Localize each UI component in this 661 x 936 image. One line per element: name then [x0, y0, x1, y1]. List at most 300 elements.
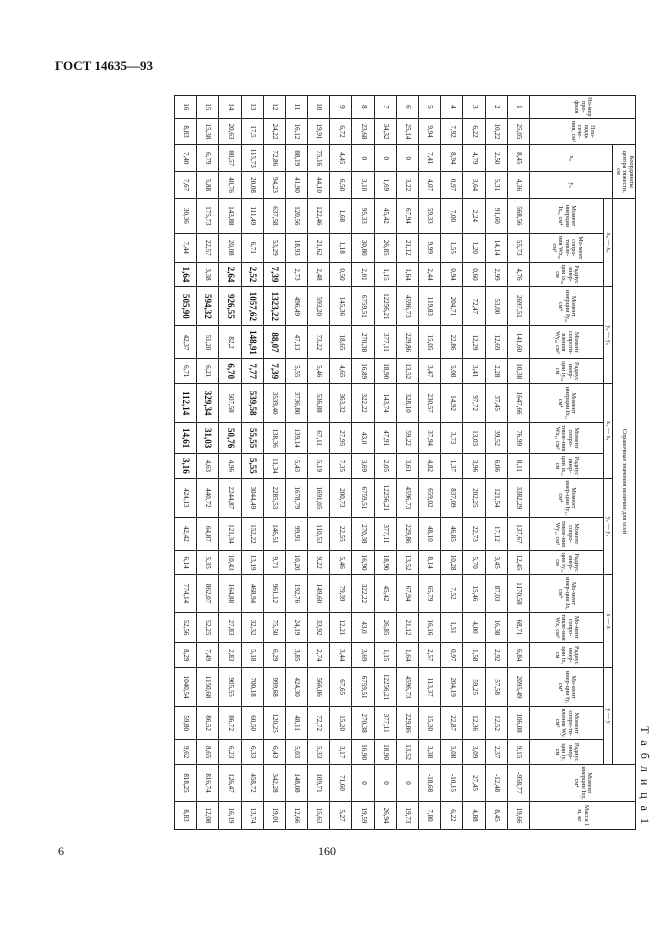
table-cell: 1040,54	[175, 668, 197, 707]
table-cell: 26,94	[374, 802, 396, 830]
table-cell: 48,11	[285, 707, 307, 740]
table-cell: 25,14	[396, 118, 418, 145]
table-cell: 16,90	[352, 550, 374, 575]
table-cell: 27,83	[219, 612, 241, 643]
table-cell: 121,54	[485, 478, 507, 517]
table-cell: 71,60	[330, 765, 352, 802]
table-cell: 4,79	[463, 145, 485, 172]
table-cell: 59,22	[396, 423, 418, 454]
table-cell: 7,41	[419, 145, 441, 172]
table-cell: 5,88	[197, 172, 219, 199]
table-cell: 18,90	[374, 740, 396, 765]
table-cell: 3,09	[463, 740, 485, 765]
table-cell: 7,44	[175, 233, 197, 262]
table-row	[485, 96, 507, 830]
table-cell: 41,90	[285, 172, 307, 199]
rotated-table-area	[105, 95, 650, 830]
table-cell: 1,64	[175, 262, 197, 287]
table-cell: 43,0	[352, 612, 374, 643]
table-cell: 905,55	[219, 668, 241, 707]
table-cell: 2095,49	[507, 668, 529, 707]
table-cell: 568,56	[507, 198, 529, 233]
table-cell: 22,55	[330, 517, 352, 550]
table-cell: 0,97	[441, 643, 463, 668]
table-cell: 16,12	[285, 118, 307, 145]
table-cell: 39,52	[485, 423, 507, 454]
table-cell: 10,28	[441, 550, 463, 575]
table-cell: 7,35	[330, 454, 352, 479]
table-cell: 3,47	[419, 359, 441, 384]
table-cell: 2,28	[485, 359, 507, 384]
table-row	[352, 96, 374, 830]
table-cell: 15,30	[419, 707, 441, 740]
table-cell: 1,64	[396, 643, 418, 668]
table-cell: 1,68	[330, 198, 352, 233]
col-centrifugal: Момент инерции Ixy, см⁴	[530, 765, 636, 802]
table-cell: 13,52	[396, 359, 418, 384]
h-radius-y1: Радиус инер-ции iy₁, см	[530, 550, 604, 575]
table-cell: 19,59	[352, 802, 374, 830]
table-cell: 9,99	[419, 233, 441, 262]
table-cell: 7,77	[241, 359, 263, 384]
table-cell: 3,41	[463, 359, 485, 384]
table-cell: 2,64	[219, 262, 241, 287]
table-cell: 57,58	[485, 668, 507, 707]
table-cell: 21,62	[308, 233, 330, 262]
table-cell: 4596,73	[396, 478, 418, 517]
table-cell: -18,68	[419, 765, 441, 802]
table-cell: 94,23	[263, 172, 285, 199]
row-profile-number: 7	[374, 96, 396, 119]
table-row	[263, 96, 285, 830]
table-cell: 816,74	[197, 765, 219, 802]
table-cell: 34,32	[374, 118, 396, 145]
table-cell: 120,56	[285, 198, 307, 233]
table-cell: 8,94	[441, 145, 463, 172]
table-cell: 12256,21	[374, 478, 396, 517]
table-row	[175, 96, 197, 830]
table-cell: 115,73	[241, 145, 263, 172]
table-row	[396, 96, 418, 830]
table-cell: 6,06	[485, 454, 507, 479]
table-cell: 204,71	[441, 287, 463, 326]
table-cell: 230,57	[419, 384, 441, 423]
table-cell: 79,39	[330, 575, 352, 612]
table-cell: 5,31	[485, 172, 507, 199]
table-cell: 33,92	[308, 612, 330, 643]
table-cell: 120,25	[263, 707, 285, 740]
h-inertia-y: Мо-мент инер-ции Iy, см⁴	[530, 668, 604, 707]
table-cell: 24,19	[285, 612, 307, 643]
table-cell: 22,87	[441, 707, 463, 740]
table-cell: 8,45	[507, 145, 529, 172]
table-cell: 7,67	[175, 172, 197, 199]
table-cell: 700,18	[241, 668, 263, 707]
table-cell: 10,22	[485, 118, 507, 145]
table-cell: 377,11	[374, 707, 396, 740]
table-row	[374, 96, 396, 830]
table-cell: 112,14	[175, 384, 197, 423]
table-cell: 5,46	[308, 359, 330, 384]
table-cell: 111,49	[241, 198, 263, 233]
table-cell: 14,14	[485, 233, 507, 262]
col-x0: x₀	[530, 145, 614, 172]
table-cell: 3539,40	[263, 384, 285, 423]
table-cell: 68,71	[507, 612, 529, 643]
table-cell: 12,08	[197, 802, 219, 830]
table-cell: 2,99	[485, 262, 507, 287]
h-resist-x1: Момент сопро-тивле-ния Wx₁, см³	[530, 423, 604, 454]
table-cell: 1,55	[441, 233, 463, 262]
table-cell: 22,73	[463, 517, 485, 550]
table-cell: 3,44	[330, 643, 352, 668]
rotated-content	[105, 95, 650, 830]
table-cell: 18,90	[374, 550, 396, 575]
table-cell: 17,5	[241, 118, 263, 145]
table-cell: 75,50	[263, 612, 285, 643]
table-cell: 6,72	[330, 118, 352, 145]
table-cell: 14,92	[441, 384, 463, 423]
table-cell: 0	[374, 145, 396, 172]
table-cell: 9,15	[507, 740, 529, 765]
table-cell: 2,44	[419, 262, 441, 287]
table-cell: 15,46	[463, 575, 485, 612]
table-cell: 1057,62	[241, 287, 263, 326]
table-cell: 3382,29	[507, 478, 529, 517]
table-cell: 594,32	[197, 287, 219, 326]
table-cell: 3,73	[441, 423, 463, 454]
table-cell: 64,87	[197, 517, 219, 550]
row-profile-number: 10	[308, 96, 330, 119]
table-cell: 59,80	[175, 707, 197, 740]
h-inertia-y0: Момент инерции Iy₀, см⁴	[530, 287, 604, 326]
table-cell: 30,36	[175, 198, 197, 233]
table-cell: 5,19	[308, 454, 330, 479]
h-inertia-x1: Момент инерции Ix₁, см⁴	[530, 384, 604, 423]
table-cell: 18,90	[374, 359, 396, 384]
table-cell: 60,50	[241, 707, 263, 740]
table-cell: 12,29	[463, 326, 485, 359]
table-cell: 200,73	[330, 478, 352, 517]
table-row	[219, 96, 241, 830]
table-cell: 16,16	[419, 612, 441, 643]
table-cell: 3,64	[463, 172, 485, 199]
table-cell: 88,07	[263, 326, 285, 359]
table-cell: 26,85	[374, 233, 396, 262]
table-cell: 24,22	[263, 118, 285, 145]
table-cell: 138,36	[263, 423, 285, 454]
table-cell: 1,51	[441, 612, 463, 643]
table-cell: 15,38	[197, 118, 219, 145]
table-cell: 16,89	[352, 359, 374, 384]
table-cell: 72,47	[463, 287, 485, 326]
table-cell: 0	[352, 765, 374, 802]
table-cell: 7,49	[197, 643, 219, 668]
table-cell: 76,99	[507, 423, 529, 454]
table-cell: 19,66	[507, 802, 529, 830]
table-cell: 12,36	[463, 707, 485, 740]
h-radius-x0: Радиус инер-ции ix₀, см	[530, 262, 604, 287]
table-cell: 13,52	[396, 550, 418, 575]
table-cell: 322,22	[352, 384, 374, 423]
table-cell: 11,34	[263, 454, 285, 479]
table-cell: 3,69	[352, 454, 374, 479]
table-cell: 40,76	[219, 172, 241, 199]
table-cell: 202,25	[463, 478, 485, 517]
table-row	[507, 96, 529, 830]
table-cell: 51,20	[197, 326, 219, 359]
table-cell: 2697,51	[507, 287, 529, 326]
table-cell: 4596,73	[396, 668, 418, 707]
table-cell: 25,05	[507, 118, 529, 145]
table-cell: 4596,73	[396, 287, 418, 326]
document-header: ГОСТ 14635—93	[55, 58, 154, 73]
table-cell: 6,21	[197, 359, 219, 384]
table-cell: 4,63	[197, 454, 219, 479]
table-cell: 95,33	[352, 198, 374, 233]
table-cell: 15,63	[308, 802, 330, 830]
table-cell: 6,84	[507, 643, 529, 668]
table-cell: 5,03	[285, 740, 307, 765]
row-profile-number: 1	[507, 96, 529, 119]
table-cell: -10,15	[441, 765, 463, 802]
table-cell: 110,53	[308, 517, 330, 550]
table-cell: 7,00	[441, 198, 463, 233]
table-cell: 7,39	[263, 262, 285, 287]
table-cell: 468,94	[241, 575, 263, 612]
table-cell: 7,39	[263, 359, 285, 384]
axis-x: x — x	[604, 575, 614, 668]
table-cell: 4,07	[419, 172, 441, 199]
table-cell: 53,00	[485, 287, 507, 326]
table-cell: 1691,05	[308, 478, 330, 517]
table-cell: 229,86	[396, 326, 418, 359]
side-page-number: 6	[58, 844, 64, 858]
row-profile-number: 2	[485, 96, 507, 119]
table-cell: 12,69	[485, 326, 507, 359]
table-cell: 0,97	[441, 172, 463, 199]
row-profile-number: 8	[352, 96, 374, 119]
col-area: Пло-щадь сече-ния, см²	[530, 118, 636, 145]
table-cell: 6,22	[441, 802, 463, 830]
table-cell: 55,73	[507, 233, 529, 262]
table-cell: 4,76	[507, 262, 529, 287]
table-cell: 659,02	[419, 478, 441, 517]
table-cell: 137,67	[507, 517, 529, 550]
table-cell: 505,90	[175, 287, 197, 326]
table-cell: -12,48	[485, 765, 507, 802]
table-cell: 8,83	[175, 802, 197, 830]
axis-y1: y₁ — y₁	[604, 478, 614, 575]
table-cell: 99,91	[285, 517, 307, 550]
table-cell: 329,34	[197, 384, 219, 423]
table-cell: 270,38	[352, 326, 374, 359]
table-cell: 496,49	[285, 287, 307, 326]
table-row	[241, 96, 263, 830]
table-row	[463, 96, 485, 830]
table-cell: 862,07	[197, 575, 219, 612]
table-cell: 12,66	[285, 802, 307, 830]
table-cell: 2,48	[308, 262, 330, 287]
table-cell: 4,65	[330, 359, 352, 384]
h-resist-x: Мо-мент сопро-тивле-ния Wx, см³	[530, 612, 604, 643]
row-profile-number: 15	[197, 96, 219, 119]
table-cell: 12256,21	[374, 668, 396, 707]
table-cell: 20,08	[241, 172, 263, 199]
table-cell: 5,55	[285, 359, 307, 384]
table-cell: 0,50	[330, 262, 352, 287]
table-cell: 126,47	[219, 765, 241, 802]
table-cell: 80,57	[219, 145, 241, 172]
h-inertia-x: Мо-мент инер-ции Ix, см⁴	[530, 575, 604, 612]
table-cell: 6,79	[197, 145, 219, 172]
table-cell: 175,73	[197, 198, 219, 233]
table-cell: 26,85	[374, 612, 396, 643]
table-cell: 2,24	[463, 198, 485, 233]
table-cell: 19,01	[263, 802, 285, 830]
table-cell: 10,20	[285, 550, 307, 575]
table-cell: 229,86	[396, 707, 418, 740]
table-cell: 4,36	[507, 172, 529, 199]
table-cell: 424,13	[175, 478, 197, 517]
row-profile-number: 6	[396, 96, 418, 119]
table-cell: 5,08	[441, 359, 463, 384]
table-cell: 19,73	[396, 802, 418, 830]
table-cell: 637,58	[263, 198, 285, 233]
table-cell: 322,22	[352, 575, 374, 612]
table-cell: 47,91	[374, 423, 396, 454]
table-cell: 59,25	[463, 668, 485, 707]
table-cell: 774,14	[175, 575, 197, 612]
table-cell: 2,73	[285, 262, 307, 287]
table-cell: 27,45	[463, 765, 485, 802]
table-cell: 12,45	[507, 550, 529, 575]
table-cell: 3,61	[396, 454, 418, 479]
table-cell: 53,29	[263, 233, 285, 262]
table-cell: 15,20	[330, 707, 352, 740]
table-cell: 3736,80	[285, 384, 307, 423]
table-cell: 0	[374, 765, 396, 802]
h-resist-y: Момент сопро-ти-вления Wy, см³	[530, 707, 604, 740]
h-inertia-x0: Момент инерции Ix₀, см⁴	[530, 198, 604, 233]
table-cell: 50,76	[219, 423, 241, 454]
table-cell: 229,86	[396, 517, 418, 550]
table-cell: 3,10	[352, 172, 374, 199]
table-cell: 536,88	[308, 384, 330, 423]
table-cell: 3,69	[352, 643, 374, 668]
profiles-table	[174, 95, 636, 830]
table-cell: 5,35	[197, 550, 219, 575]
table-cell: 10,38	[507, 359, 529, 384]
table-cell: 1647,66	[507, 384, 529, 423]
row-profile-number: 14	[219, 96, 241, 119]
table-cell: 9,22	[308, 550, 330, 575]
table-cell: 6,14	[175, 550, 197, 575]
table-cell: 2,37	[485, 740, 507, 765]
table-cell: 27,95	[330, 423, 352, 454]
table-cell: 3,17	[330, 740, 352, 765]
table-cell: 377,11	[374, 517, 396, 550]
table-cell: 4,00	[463, 612, 485, 643]
table-cell: 2285,53	[263, 478, 285, 517]
table-cell: 0	[352, 145, 374, 172]
h-resist-y0: Момент сопроти-вления Wy₀, см³	[530, 326, 604, 359]
table-cell: 7,40	[175, 145, 197, 172]
table-cell: 0	[396, 765, 418, 802]
table-cell: 47,13	[285, 326, 307, 359]
table-cell: 48,10	[419, 517, 441, 550]
table-cell: 1,37	[441, 454, 463, 479]
axis-y: y — y	[604, 668, 614, 765]
table-cell: 13,03	[463, 423, 485, 454]
table-cell: 113,37	[419, 668, 441, 707]
table-cell: 143,74	[374, 384, 396, 423]
table-cell: 0,60	[463, 262, 485, 287]
table-cell: 106,08	[507, 707, 529, 740]
table-cell: 1323,22	[263, 287, 285, 326]
table-cell: 22,57	[197, 233, 219, 262]
row-profile-number: 9	[330, 96, 352, 119]
table-cell: 1150,68	[197, 668, 219, 707]
table-cell: 12,21	[330, 612, 352, 643]
table-cell: 12,52	[485, 707, 507, 740]
table-cell: 192,76	[285, 575, 307, 612]
row-profile-number: 11	[285, 96, 307, 119]
col-centroid: Координаты центра тяжести, см	[613, 145, 636, 199]
table-cell: 21,12	[396, 233, 418, 262]
table-cell: 6,71	[175, 359, 197, 384]
table-cell: 6,50	[330, 172, 352, 199]
table-cell: 1678,79	[285, 478, 307, 517]
table-cell: 0	[396, 145, 418, 172]
table-cell: 8,83	[175, 118, 197, 145]
col-y0: y₀	[530, 172, 614, 199]
table-cell: 145,36	[330, 287, 352, 326]
table-cell: 16,90	[352, 740, 374, 765]
table-cell: 72,72	[308, 707, 330, 740]
table-cell: 4,96	[219, 454, 241, 479]
table-cell: 4,88	[463, 802, 485, 830]
table-cell: 82,2	[219, 326, 241, 359]
table-cell: 109,71	[308, 765, 330, 802]
table-row	[197, 96, 219, 830]
table-cell: 1,15	[374, 262, 396, 287]
table-cell: 65,79	[419, 575, 441, 612]
table-cell: 3044,49	[241, 478, 263, 517]
table-cell: 424,30	[285, 668, 307, 707]
table-cell: 5,46	[330, 550, 352, 575]
table-cell: 13,52	[396, 740, 418, 765]
table-cell: 4,45	[330, 145, 352, 172]
table-cell: 164,88	[219, 575, 241, 612]
table-cell: 32,32	[241, 612, 263, 643]
table-cell: 146,51	[263, 517, 285, 550]
table-cell: 18,93	[285, 233, 307, 262]
table-cell: 3,85	[285, 643, 307, 668]
table-cell: 149,60	[308, 575, 330, 612]
table-cell: 328,10	[396, 384, 418, 423]
table-cell: 6,22	[463, 118, 485, 145]
table-cell: 926,55	[219, 287, 241, 326]
table-cell: 119,83	[419, 287, 441, 326]
table-cell: 837,09	[441, 478, 463, 517]
table-cell: 46,85	[441, 517, 463, 550]
page-number: 160	[318, 844, 336, 858]
table-cell: 7,80	[419, 802, 441, 830]
table-cell: 97,72	[463, 384, 485, 423]
table-cell: 17,12	[485, 517, 507, 550]
table-cell: 52,56	[175, 612, 197, 643]
